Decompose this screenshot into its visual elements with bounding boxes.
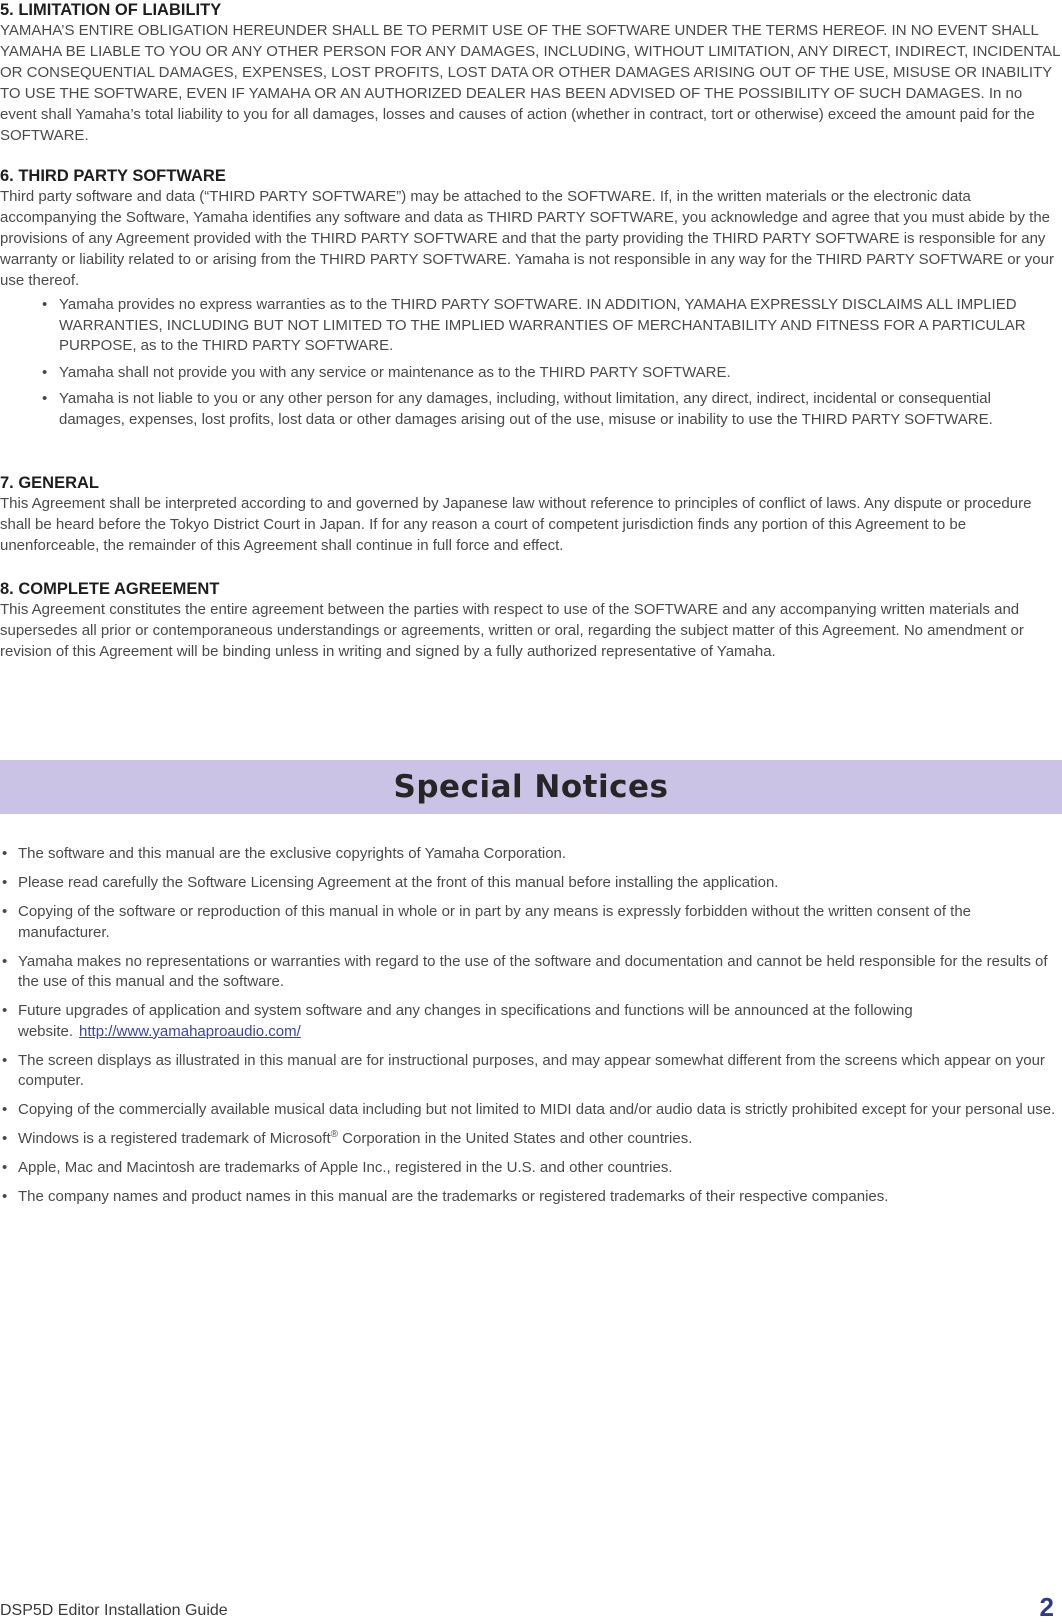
bullet-icon: • bbox=[2, 1188, 8, 1205]
website-link[interactable]: http://www.yamahaproaudio.com/ bbox=[79, 1022, 301, 1040]
list-item-text: Future upgrades of application and system software and any changes in specifications and functions will be announced at the following website. bbox=[18, 1002, 913, 1040]
bullet-icon: • bbox=[42, 390, 48, 407]
section-heading: 8. COMPLETE AGREEMENT bbox=[0, 580, 220, 598]
special-notices-banner bbox=[0, 760, 1062, 814]
list-item-text: Copying of the commercially available musical data including but not limited to MIDI data and/or audio data is strictly prohibited except for your personal use. bbox=[18, 1101, 1056, 1118]
bullet-icon: • bbox=[2, 1002, 8, 1019]
bullet-icon: • bbox=[2, 845, 8, 862]
bullet-icon: • bbox=[2, 1130, 8, 1147]
list-item-text: Apple, Mac and Macintosh are trademarks of Apple Inc., registered in the U.S. and other countries. bbox=[18, 1159, 673, 1176]
bullet-list bbox=[0, 295, 1060, 430]
list-item bbox=[0, 1158, 1060, 1179]
section-complete-agreement bbox=[0, 579, 1060, 662]
list-item bbox=[0, 902, 1060, 943]
bullet-icon: • bbox=[2, 903, 8, 920]
list-item bbox=[0, 363, 1060, 384]
list-item bbox=[0, 952, 1060, 993]
section-heading: 7. GENERAL bbox=[0, 474, 100, 492]
bullet-icon: • bbox=[42, 296, 48, 313]
windows-trademark-text-end: Corporation in the United States and other countries. bbox=[337, 1130, 693, 1147]
section-body: This Agreement shall be interpreted according to and governed by Japanese law without reference to principles of conflict of laws. Any dispute or procedure shall be heard before the Tokyo District Court in Japan. If for any reason a court of competent jurisdiction finds any portion of this Agreement to be unenforceable, the remainder of this Agreement shall continue in full force and effect. bbox=[0, 495, 1032, 554]
list-item bbox=[0, 1100, 1060, 1121]
bullet-icon: • bbox=[2, 874, 8, 891]
list-item-text: The screen displays as illustrated in this manual are for instructional purposes, and may appear somewhat different from the screens which appear on your computer. bbox=[18, 1051, 1045, 1089]
list-item-text: Yamaha makes no representations or warranties with regard to the use of the software and documentation and cannot be held responsible for the results of the use of this manual and the software. bbox=[18, 952, 1048, 990]
list-item-text: Please read carefully the Software Licensing Agreement at the front of this manual before installing the application. bbox=[18, 874, 779, 891]
list-item-text: Yamaha provides no express warranties as to the THIRD PARTY SOFTWARE. IN ADDITION, YAMAHA EXPRESSLY DISCLAIMS ALL IMPLIED WARRANTIES, INCLUDING BUT NOT LIMITED TO THE IMPLIED WARRANTIES OF MERCHANTABILITY AND FITNESS FOR A PARTICULAR PURPOSE, as to the THIRD PARTY SOFTWARE. bbox=[59, 296, 1026, 354]
list-item bbox=[0, 873, 1060, 894]
list-item bbox=[0, 389, 1060, 430]
list-item bbox=[0, 1051, 1060, 1092]
list-item bbox=[0, 1187, 1060, 1208]
list-item bbox=[0, 295, 1060, 357]
bullet-icon: • bbox=[2, 1051, 8, 1069]
bullet-icon: • bbox=[2, 1159, 8, 1176]
section-body: YAMAHA’S ENTIRE OBLIGATION HEREUNDER SHALL BE TO PERMIT USE OF THE SOFTWARE UNDER THE TERMS HEREOF. IN NO EVENT SHALL YAMAHA BE LIABLE TO YOU OR ANY OTHER PERSON FOR ANY DAMAGES, INCLUDING, WITHOUT LIMITATION, ANY DIRECT, INDIRECT, INCIDENTAL OR CONSEQUENTIAL DAMAGES, EXPENSES, LOST PROFITS, LOST DATA OR OTHER DAMAGES ARISING OUT OF THE USE, MISUSE OR INABILITY TO USE THE SOFTWARE, EVEN IF YAMAHA OR AN AUTHORIZED DEALER HAS BEEN ADVISED OF THE POSSIBILITY OF SUCH DAMAGES. In no event shall Yamaha’s total liability to you for all damages, losses and causes of action (whether in contract, tort or otherwise) exceed the amount paid for the SOFTWARE. bbox=[0, 22, 1060, 144]
bullet-icon: • bbox=[2, 952, 8, 970]
registered-mark: ® bbox=[330, 1129, 338, 1140]
footer-document-title: DSP5D Editor Installation Guide bbox=[0, 1602, 228, 1619]
section-heading: 5. LIMITATION OF LIABILITY bbox=[0, 1, 222, 19]
special-notices-list bbox=[0, 844, 1060, 1216]
list-item bbox=[0, 844, 1060, 865]
list-item bbox=[0, 1129, 1060, 1150]
section-body: This Agreement constitutes the entire agreement between the parties with respect to use of the SOFTWARE and any accompanying written materials and supersedes all prior or contemporaneous understandings or agreements, written or oral, regarding the subject matter of this Agreement. No amendment or revision of this Agreement will be binding unless in writing and signed by a fully authorized representative of Yamaha. bbox=[0, 601, 1024, 660]
bullet-icon: • bbox=[2, 1101, 8, 1118]
special-notices-title: Special Notices bbox=[393, 769, 669, 805]
windows-trademark-text: Windows is a registered trademark of Microsoft bbox=[18, 1130, 331, 1147]
page-number: 2 bbox=[1039, 1592, 1054, 1622]
section-heading: 6. THIRD PARTY SOFTWARE bbox=[0, 167, 226, 185]
list-item-text: Copying of the software or reproduction of this manual in whole or in part by any means is expressly forbidden without the written consent of the manufacturer. bbox=[18, 903, 972, 941]
list-item-text: Yamaha shall not provide you with any service or maintenance as to the THIRD PARTY SOFTWARE. bbox=[59, 363, 731, 381]
list-item bbox=[0, 1001, 1060, 1042]
list-item-text: The company names and product names in this manual are the trademarks or registered trademarks of their respective companies. bbox=[18, 1188, 889, 1205]
bullet-icon: • bbox=[42, 363, 48, 381]
section-third-party-software bbox=[0, 166, 1060, 436]
section-general bbox=[0, 473, 1060, 556]
section-body: Third party software and data (“THIRD PARTY SOFTWARE”) may be attached to the SOFTWARE. If, in the written materials or the electronic data accompanying the Software, Yamaha identifies any software and data as THIRD PARTY SOFTWARE, you acknowledge and agree that you must abide by the provisions of any Agreement provided with the THIRD PARTY SOFTWARE and that the party providing the THIRD PARTY SOFTWARE is responsible for any warranty or liability related to or arising from the THIRD PARTY SOFTWARE. Yamaha is not responsible in any way for the THIRD PARTY SOFTWARE or your use thereof. bbox=[0, 188, 1054, 289]
list-item-text: The software and this manual are the exclusive copyrights of Yamaha Corporation. bbox=[18, 845, 567, 862]
section-limitation-of-liability bbox=[0, 0, 1060, 146]
list-item-text: Yamaha is not liable to you or any other person for any damages, including, without limitation, any direct, indirect, incidental or consequential damages, expenses, lost profits, lost data or other damages arising out of the use, misuse or inability to use the THIRD PARTY SOFTWARE. bbox=[59, 390, 993, 428]
